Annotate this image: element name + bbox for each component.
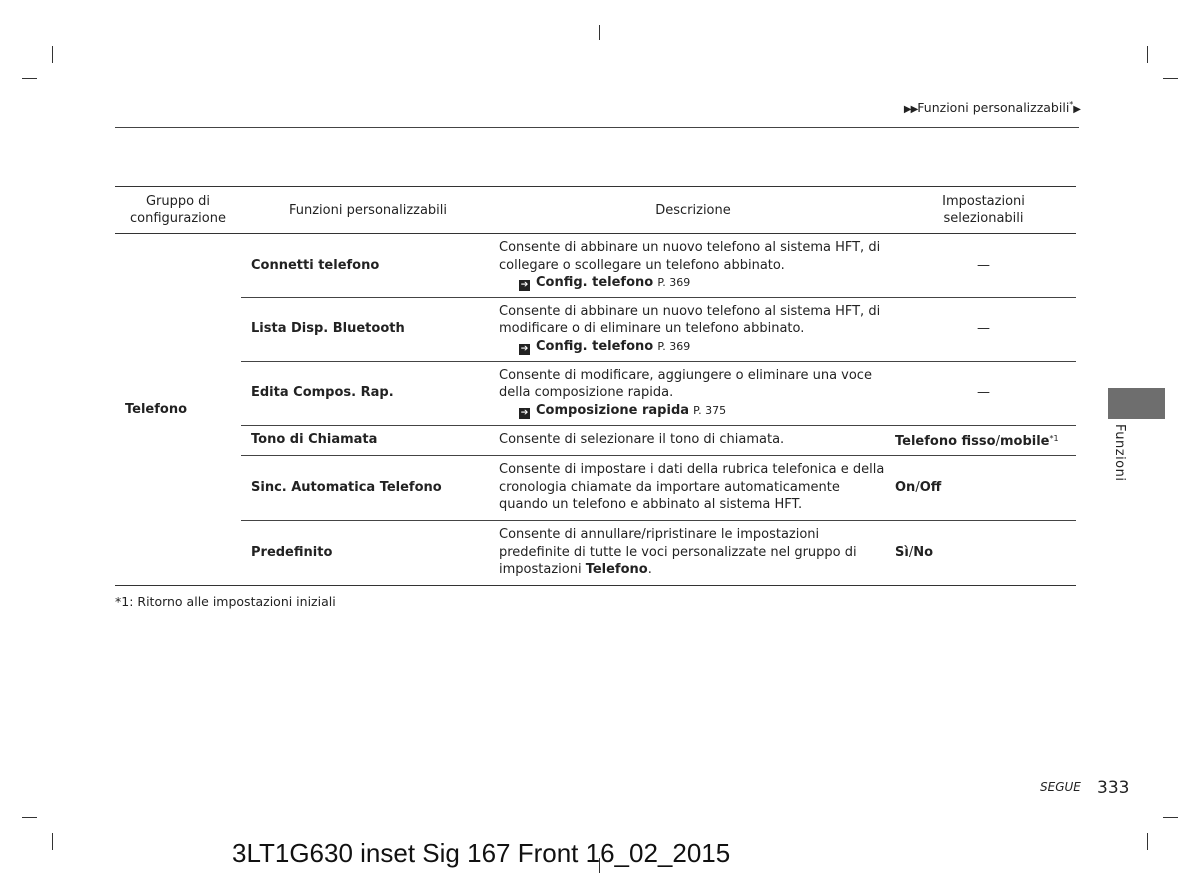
table-row bbox=[115, 455, 1076, 520]
setting-cell: — bbox=[891, 361, 1076, 425]
function-name: Edita Compos. Rap. bbox=[241, 361, 495, 425]
crop-mark bbox=[1163, 78, 1178, 79]
double-arrow-icon: ▶▶ bbox=[903, 104, 918, 116]
table-row bbox=[115, 520, 1076, 585]
description-cell bbox=[495, 234, 891, 298]
reference-page: P. 369 bbox=[657, 339, 691, 353]
description-text: Consente di abbinare un nuovo telefono al sistema HFT, di modificare o di eliminare un telefono abbinato. bbox=[499, 303, 881, 337]
setting-option: Telefono fisso bbox=[895, 433, 996, 449]
function-name: Sinc. Automatica Telefono bbox=[241, 455, 495, 520]
col-header-group: Gruppo di configurazione bbox=[115, 187, 241, 234]
setting-separator: / bbox=[995, 433, 1000, 449]
crop-mark bbox=[52, 833, 53, 850]
footnote-mark: *1 bbox=[1049, 433, 1059, 443]
col-header-description: Descrizione bbox=[495, 187, 891, 234]
setting-cell bbox=[891, 425, 1076, 455]
reference-label: Config. telefono bbox=[536, 275, 654, 290]
crop-mark bbox=[22, 817, 37, 818]
function-name: Tono di Chiamata bbox=[241, 425, 495, 455]
col-header-function: Funzioni personalizzabili bbox=[241, 187, 495, 234]
setting-separator: / bbox=[915, 479, 920, 495]
crop-mark bbox=[1163, 817, 1178, 818]
section-title: Funzioni personalizzabili bbox=[917, 100, 1070, 116]
description-cell bbox=[495, 297, 891, 361]
description-text: Consente di annullare/ripristinare le impostazioni predefinite di tutte le voci personalizzate nel gruppo di impostazioni bbox=[499, 527, 857, 578]
crop-mark bbox=[599, 25, 600, 40]
reference-page: P. 369 bbox=[657, 276, 691, 289]
continues-label: SEGUE bbox=[1040, 780, 1081, 794]
function-name: Predefinito bbox=[241, 520, 495, 585]
section-breadcrumb bbox=[904, 100, 1080, 115]
table-row bbox=[115, 234, 1076, 298]
cross-reference bbox=[499, 338, 885, 356]
chapter-tab bbox=[1108, 388, 1165, 419]
table-row bbox=[115, 425, 1076, 455]
print-slug: 3LT1G630 inset Sig 167 Front 16_02_2015 bbox=[232, 838, 731, 868]
reference-label: Config. telefono bbox=[536, 338, 654, 354]
setting-option: No bbox=[913, 544, 934, 560]
group-cell: Telefono bbox=[115, 234, 241, 586]
crop-mark bbox=[52, 46, 53, 63]
page-number: 333 bbox=[1097, 778, 1130, 798]
setting-option: Sì bbox=[895, 544, 909, 560]
cross-reference bbox=[499, 402, 885, 420]
description-cell bbox=[495, 361, 891, 425]
setting-cell bbox=[891, 520, 1076, 585]
description-text: Consente di impostare i dati della rubrica telefonica e della cronologia chiamate da importare automaticamente quando un telefono e abbinato al sistema HFT. bbox=[495, 455, 891, 520]
setting-cell bbox=[891, 455, 1076, 520]
chapter-label: Funzioni bbox=[1112, 424, 1127, 482]
arrow-icon: ▶ bbox=[1073, 104, 1080, 116]
star-mark: * bbox=[1069, 100, 1074, 109]
settings-table bbox=[115, 186, 1076, 586]
crop-mark bbox=[1147, 46, 1148, 63]
description-cell bbox=[495, 520, 891, 585]
crop-mark bbox=[1147, 833, 1148, 850]
col-header-settings: Impostazioni selezionabili bbox=[891, 187, 1076, 234]
setting-option: Off bbox=[919, 479, 942, 495]
setting-option: On bbox=[895, 479, 916, 495]
table-header-row bbox=[115, 187, 1076, 234]
cross-reference bbox=[499, 274, 885, 292]
header-rule bbox=[115, 127, 1079, 128]
table-row bbox=[115, 297, 1076, 361]
reference-arrow-icon: ➔ bbox=[520, 280, 529, 290]
setting-separator: / bbox=[908, 544, 914, 560]
table-row bbox=[115, 361, 1076, 425]
description-bold: Telefono bbox=[585, 562, 648, 578]
reference-label: Composizione rapida bbox=[536, 402, 690, 418]
description-text: Consente di modificare, aggiungere o eliminare una voce della composizione rapida. bbox=[499, 367, 872, 401]
setting-option: mobile bbox=[999, 433, 1050, 449]
footnote: *1: Ritorno alle impostazioni iniziali bbox=[115, 594, 336, 609]
setting-cell: — bbox=[891, 234, 1076, 298]
function-name: Connetti telefono bbox=[241, 234, 495, 298]
description-text: Consente di selezionare il tono di chiamata. bbox=[495, 425, 891, 455]
description-end: . bbox=[647, 562, 652, 578]
crop-mark bbox=[22, 78, 37, 79]
function-name: Lista Disp. Bluetooth bbox=[241, 297, 495, 361]
reference-arrow-icon: ➔ bbox=[520, 407, 529, 418]
description-text: Consente di abbinare un nuovo telefono al sistema HFT, di collegare o scollegare un telefono abbinato. bbox=[499, 240, 881, 273]
reference-arrow-icon: ➔ bbox=[520, 343, 529, 354]
reference-page: P. 375 bbox=[693, 403, 727, 417]
setting-cell: — bbox=[891, 297, 1076, 361]
